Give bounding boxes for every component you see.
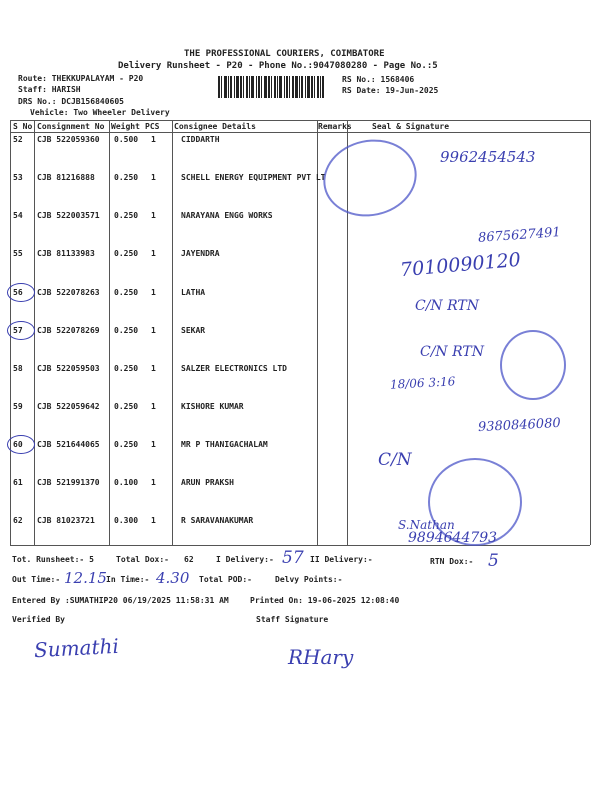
row-pcs: 1 — [151, 478, 156, 487]
col-header-consignee: Consignee Details — [174, 122, 256, 131]
rtn-dox-label: RTN Dox:- — [430, 557, 474, 566]
handwritten-signature-58: 18/06 3:16 — [389, 374, 456, 392]
handwritten-phone-54: 8675627491 — [477, 225, 562, 246]
col-divider — [590, 120, 591, 545]
row-weight: 0.250 — [114, 249, 139, 258]
row-consignment: CJB 522078263 — [37, 288, 100, 297]
row-pcs: 1 — [151, 364, 156, 373]
ink-circle-mark — [7, 321, 35, 340]
row-pcs: 1 — [151, 440, 156, 449]
row-sno: 58 — [13, 364, 23, 373]
handwritten-note-57: C/N RTN — [420, 344, 485, 360]
row-consignment: CJB 521991370 — [37, 478, 100, 487]
ink-circle-mark — [7, 435, 35, 454]
row-consignee: R SARAVANAKUMAR — [181, 516, 254, 525]
row-pcs: 1 — [151, 249, 156, 258]
row-weight: 0.250 — [114, 211, 139, 220]
row-consignee: SCHELL ENERGY EQUIPMENT PVT LT — [181, 173, 326, 182]
row-consignment: CJB 81133983 — [37, 249, 95, 258]
row-pcs: 1 — [151, 173, 156, 182]
table-top-border — [10, 120, 590, 121]
total-pod-label: Total POD:- — [199, 575, 252, 584]
handwritten-phone-62: 9894644793 — [408, 530, 498, 546]
drs-label: DRS No.: DCJB156840605 — [18, 97, 124, 106]
row-consignee: MR P THANIGACHALAM — [181, 440, 268, 449]
row-weight: 0.250 — [114, 364, 139, 373]
row-consignment: CJB 81023721 — [37, 516, 95, 525]
row-weight: 0.250 — [114, 288, 139, 297]
total-dox-label: Total Dox:- — [116, 555, 169, 564]
row-consignee: CIDDARTH — [181, 135, 220, 144]
row-pcs: 1 — [151, 135, 156, 144]
row-sno: 61 — [13, 478, 23, 487]
row-consignment: CJB 522059642 — [37, 402, 100, 411]
row-weight: 0.250 — [114, 440, 139, 449]
total-dox-value: 62 — [184, 555, 194, 564]
row-consignee: JAYENDRA — [181, 249, 220, 258]
col-header-remarks: Remarks — [318, 122, 352, 131]
i-delivery-value: 57 — [282, 548, 304, 568]
rs-number: RS No.: 1568406 — [342, 75, 415, 84]
out-time-label: Out Time:- — [12, 575, 61, 584]
row-weight: 0.300 — [114, 516, 139, 525]
i-delivery-label: I Delivery:- — [216, 555, 274, 564]
runsheet-subtitle: Delivery Runsheet - P20 - Phone No.:9047080280 - Page No.:5 — [118, 61, 438, 71]
vehicle-label: Vehicle: Two Wheeler Delivery — [30, 108, 170, 117]
row-consignment: CJB 522059360 — [37, 135, 100, 144]
row-consignment: CJB 521644065 — [37, 440, 100, 449]
handwritten-note-60: C/N — [378, 450, 412, 470]
row-sno: 53 — [13, 173, 23, 182]
row-consignee: KISHORE KUMAR — [181, 402, 244, 411]
row-sno: 60 — [13, 440, 23, 449]
col-divider — [172, 120, 173, 545]
row-consignee: NARAYANA ENGG WORKS — [181, 211, 273, 220]
in-time-value: 4.30 — [156, 569, 190, 587]
row-consignment: CJB 522003571 — [37, 211, 100, 220]
row-pcs: 1 — [151, 516, 156, 525]
row-sno: 52 — [13, 135, 23, 144]
company-title: THE PROFESSIONAL COURIERS, COIMBATORE — [184, 49, 385, 59]
row-sno: 62 — [13, 516, 23, 525]
col-divider — [109, 120, 110, 545]
row-weight: 0.250 — [114, 173, 139, 182]
barcode — [218, 76, 338, 98]
col-header-weight: Weight — [111, 122, 140, 131]
row-pcs: 1 — [151, 211, 156, 220]
printed-on: Printed On: 19-06-2025 12:08:40 — [250, 596, 400, 605]
col-header-consignment: Consignment No — [37, 122, 105, 131]
staff-label: Staff: HARISH — [18, 85, 81, 94]
handwritten-phone-59: 9380846080 — [477, 415, 562, 436]
ink-circle-mark — [7, 283, 35, 302]
row-sno: 54 — [13, 211, 23, 220]
route-label: Route: THEKKUPALAYAM - P20 — [18, 74, 144, 83]
row-consignment: CJB 522059503 — [37, 364, 100, 373]
col-header-pcs: PCS — [145, 122, 160, 131]
handwritten-note-56: C/N RTN — [415, 298, 480, 314]
verifier-signature: Sumathi — [33, 633, 120, 663]
row-consignee: LATHA — [181, 288, 206, 297]
entered-by: Entered By :SUMATHIP20 06/19/2025 11:58:31 AM — [12, 596, 229, 605]
ii-delivery-label: II Delivery:- — [310, 555, 373, 564]
table-bottom-border — [10, 545, 590, 546]
col-header-sno: S No — [13, 122, 33, 131]
row-sno: 59 — [13, 402, 23, 411]
rtn-dox-value: 5 — [488, 551, 499, 571]
handwritten-name-62: S.Nathan — [398, 518, 455, 532]
row-consignee: ARUN PRAKSH — [181, 478, 234, 487]
verified-by-label: Verified By — [12, 615, 65, 624]
row-pcs: 1 — [151, 326, 156, 335]
row-weight: 0.250 — [114, 402, 139, 411]
staff-signature-label: Staff Signature — [256, 615, 329, 624]
handwritten-phone-52: 9962454543 — [440, 148, 536, 166]
row-consignment: CJB 81216888 — [37, 173, 95, 182]
handwritten-phone-55: 7010090120 — [399, 248, 522, 282]
salzer-seal-stamp — [500, 330, 566, 400]
rs-date: RS Date: 19-Jun-2025 — [342, 86, 439, 95]
row-consignment: CJB 522078269 — [37, 326, 100, 335]
row-pcs: 1 — [151, 288, 156, 297]
table-header-border — [10, 132, 590, 133]
row-sno: 57 — [13, 326, 23, 335]
row-consignee: SALZER ELECTRONICS LTD — [181, 364, 287, 373]
row-weight: 0.500 — [114, 135, 139, 144]
in-time-label: In Time:- — [106, 575, 150, 584]
col-divider — [317, 120, 318, 545]
company-seal-stamp — [316, 131, 424, 225]
out-time-value: 12.15 — [64, 569, 107, 587]
row-sno: 56 — [13, 288, 23, 297]
row-consignee: SEKAR — [181, 326, 206, 335]
staff-handwritten-signature: RHary — [288, 645, 354, 669]
row-weight: 0.250 — [114, 326, 139, 335]
col-header-seal: Seal & Signature — [372, 122, 450, 131]
row-pcs: 1 — [151, 402, 156, 411]
row-sno: 55 — [13, 249, 23, 258]
delvy-points-label: Delvy Points:- — [275, 575, 343, 584]
tot-runsheet: Tot. Runsheet:- 5 — [12, 555, 94, 564]
row-weight: 0.100 — [114, 478, 139, 487]
